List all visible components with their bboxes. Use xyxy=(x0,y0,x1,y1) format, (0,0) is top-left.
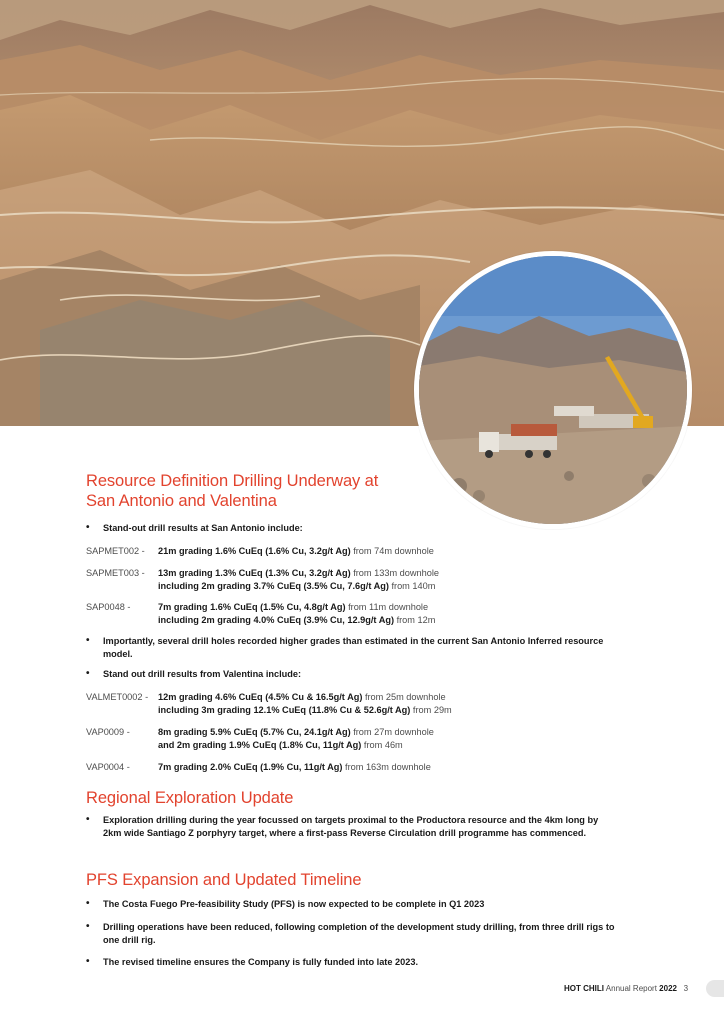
result-row xyxy=(86,726,626,751)
hole-code: VAP0004 - xyxy=(86,762,130,772)
main-text-column xyxy=(86,471,626,967)
result-bold: 8m grading 5.9% CuEq (5.7% Cu, 24.1g/t Ag) xyxy=(158,727,351,737)
valentina-result-1 xyxy=(86,691,626,716)
result-tail: from 12m xyxy=(394,614,436,625)
bullet-exploration-drilling: • Exploration drilling during the year focussed on targets proximal to the Productora resource and the 4km long by 2km wide Santiago Z porphyry target, where a first-pass Reverse Circulation drill programme has commenced. xyxy=(86,814,606,839)
bullet-funded-timeline: • The revised timeline ensures the Company is fully funded into late 2023. xyxy=(86,956,616,969)
result-line xyxy=(158,761,626,774)
result-row xyxy=(86,691,626,716)
result-row xyxy=(86,601,626,626)
bullet-valentina-intro: • Stand out drill results from Valentina include: xyxy=(86,668,616,681)
result-line xyxy=(158,704,626,717)
hole-code: SAP0048 - xyxy=(86,602,131,612)
footer-brand: HOT CHILI xyxy=(564,984,604,993)
result-bold: 12m grading 4.6% CuEq (4.5% Cu & 16.5g/t Ag) xyxy=(158,692,363,702)
bullet-pfs-complete: • The Costa Fuego Pre-feasibility Study (PFS) is now expected to be complete in Q1 2023 xyxy=(86,898,616,911)
result-bold: 21m grading 1.6% CuEq (1.6% Cu, 3.2g/t Ag) xyxy=(158,546,351,556)
result-line xyxy=(158,739,626,752)
hole-code: VAP0009 - xyxy=(86,727,130,737)
result-bold: 7m grading 2.0% CuEq (1.9% Cu, 11g/t Ag) xyxy=(158,762,343,772)
result-tail: from 74m downhole xyxy=(350,546,434,556)
result-tail: from 133m downhole xyxy=(350,568,439,578)
page-number: 3 xyxy=(683,984,689,993)
heading-pfs-expansion: PFS Expansion and Updated Timeline xyxy=(86,871,362,889)
result-bold: including 3m grading 12.1% CuEq (11.8% Cu & 52.6g/t Ag) xyxy=(158,704,411,715)
valentina-result-3 xyxy=(86,761,626,774)
result-bold: 7m grading 1.6% CuEq (1.5% Cu, 4.8g/t Ag) xyxy=(158,602,346,612)
page-footer xyxy=(564,984,688,993)
bullet-importantly: • Importantly, several drill holes recorded higher grades than estimated in the current San Antonio Inferred resource model. xyxy=(86,635,616,660)
hole-code: SAPMET003 - xyxy=(86,568,145,578)
heading-resource-definition: Resource Definition Drilling Underway at San Antonio and Valentina xyxy=(86,472,379,510)
valentina-result-2 xyxy=(86,726,626,751)
result-bold: including 2m grading 4.0% CuEq (3.9% Cu, 12.9g/t Ag) xyxy=(158,614,395,625)
result-line xyxy=(158,580,626,593)
result-tail: from 46m xyxy=(361,739,403,750)
result-line xyxy=(158,545,626,558)
hole-code: SAPMET002 - xyxy=(86,546,145,556)
result-tail: from 25m downhole xyxy=(362,692,446,702)
san-antonio-result-3 xyxy=(86,601,626,626)
result-line xyxy=(158,726,626,739)
result-line xyxy=(158,691,626,704)
footer-year: 2022 xyxy=(659,984,677,993)
bullet-drilling-reduced: • Drilling operations have been reduced, following completion of the development study drilling, from three drill rigs to one drill rig. xyxy=(86,921,616,946)
result-bold: and 2m grading 1.9% CuEq (1.8% Cu, 11g/t Ag) xyxy=(158,739,362,750)
result-row xyxy=(86,761,626,774)
result-bold: including 2m grading 3.7% CuEq (3.5% Cu, 7.6g/t Ag) xyxy=(158,580,389,591)
result-row xyxy=(86,567,626,592)
result-tail: from 11m downhole xyxy=(345,602,429,612)
footer-report-label: Annual Report xyxy=(605,984,657,993)
page-tab-decoration xyxy=(706,980,724,997)
result-line xyxy=(158,601,626,614)
bullet-san-antonio-intro: • Stand-out drill results at San Antonio include: xyxy=(86,522,626,535)
result-tail: from 163m downhole xyxy=(342,762,431,772)
hole-code: VALMET0002 - xyxy=(86,692,149,702)
result-tail: from 140m xyxy=(388,580,436,591)
result-bold: 13m grading 1.3% CuEq (1.3% Cu, 3.2g/t Ag) xyxy=(158,568,351,578)
result-tail: from 27m downhole xyxy=(350,727,434,737)
result-tail: from 29m xyxy=(410,704,452,715)
result-line xyxy=(158,614,626,627)
san-antonio-result-2 xyxy=(86,567,626,592)
heading-regional-exploration: Regional Exploration Update xyxy=(86,789,294,807)
result-line xyxy=(158,567,626,580)
